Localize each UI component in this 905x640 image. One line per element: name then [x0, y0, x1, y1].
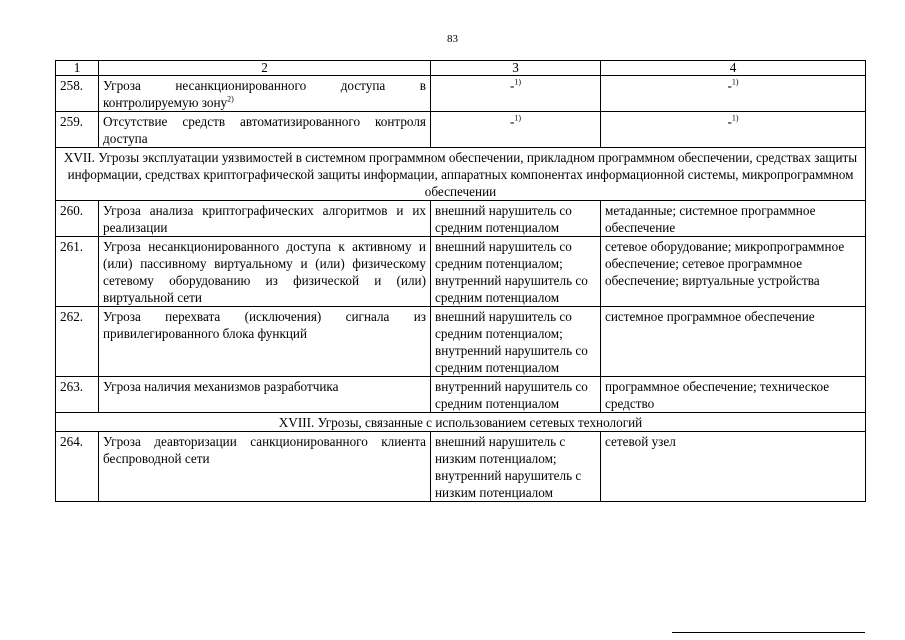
threat-description: Угроза перехвата (исключения) сигнала из привилегированного блока функций	[99, 307, 431, 377]
threat-source	[431, 76, 601, 112]
dash: -	[509, 114, 515, 129]
dash: -	[727, 78, 732, 93]
footnote-divider	[672, 632, 865, 633]
row-number: 258.	[56, 76, 99, 112]
threat-object: сетевое оборудование; микропрограммное обеспечение; сетевое программное обеспечение; виртуальные устройства	[601, 237, 866, 307]
footnote-ref: 1)	[514, 77, 522, 87]
table-row	[56, 377, 866, 413]
footnote-ref: 1)	[731, 77, 739, 87]
threat-object: системное программное обеспечение	[601, 307, 866, 377]
threats-table	[55, 60, 866, 502]
row-number: 262.	[56, 307, 99, 377]
threat-source: внешний нарушитель со средним потенциалом; внутренний нарушитель со средним потенциалом	[431, 237, 601, 307]
threat-description-text: Угроза несанкционированного доступа в контролируемую зону	[103, 78, 426, 110]
footnote-ref: 2)	[227, 94, 234, 104]
dash: -	[727, 114, 732, 129]
table-row	[56, 237, 866, 307]
table-header-row	[56, 61, 866, 76]
row-number: 259.	[56, 112, 99, 148]
section-row	[56, 413, 866, 432]
dash: -	[509, 78, 515, 93]
threat-source: внешний нарушитель со средним потенциалом; внутренний нарушитель со средним потенциалом	[431, 307, 601, 377]
threat-description: Угроза наличия механизмов разработчика	[99, 377, 431, 413]
threat-object: сетевой узел	[601, 432, 866, 502]
footnote-ref: 1)	[514, 113, 522, 123]
row-number: 263.	[56, 377, 99, 413]
section-title: XVIII. Угрозы, связанные с использованием сетевых технологий	[56, 413, 866, 432]
threat-description	[99, 76, 431, 112]
row-number: 264.	[56, 432, 99, 502]
threat-object: метаданные; системное программное обеспечение	[601, 201, 866, 237]
threat-source: внешний нарушитель со средним потенциалом	[431, 201, 601, 237]
threat-object	[601, 112, 866, 148]
table-row	[56, 76, 866, 112]
table-row	[56, 432, 866, 502]
table-row	[56, 112, 866, 148]
row-number: 261.	[56, 237, 99, 307]
threat-source: внутренний нарушитель со средним потенциалом	[431, 377, 601, 413]
row-number: 260.	[56, 201, 99, 237]
threat-description: Угроза анализа криптографических алгоритмов и их реализации	[99, 201, 431, 237]
page-number: 83	[447, 33, 458, 45]
threat-object	[601, 76, 866, 112]
header-col-3: 3	[431, 61, 601, 76]
threat-source: внешний нарушитель с низким потенциалом; внутренний нарушитель с низким потенциалом	[431, 432, 601, 502]
header-col-2: 2	[99, 61, 431, 76]
table-row	[56, 201, 866, 237]
header-col-1: 1	[56, 61, 99, 76]
section-title: XVII. Угрозы эксплуатации уязвимостей в системном программном обеспечении, прикладном программном обеспечении, средствах защиты информации, средствах криптографической защиты информации, аппаратных компонентах информационной системы, микропрограммном обеспечении	[56, 148, 866, 201]
threat-description: Угроза несанкционированного доступа к активному и (или) пассивному виртуальному и (или) физическому сетевому оборудованию из физической и (или) виртуальной сети	[99, 237, 431, 307]
header-col-4: 4	[601, 61, 866, 76]
threat-object: программное обеспечение; техническое средство	[601, 377, 866, 413]
section-row	[56, 148, 866, 201]
threat-description: Отсутствие средств автоматизированного контроля доступа	[99, 112, 431, 148]
threat-description: Угроза деавторизации санкционированного клиента беспроводной сети	[99, 432, 431, 502]
footnote-ref: 1)	[731, 113, 739, 123]
threat-source	[431, 112, 601, 148]
table-row	[56, 307, 866, 377]
